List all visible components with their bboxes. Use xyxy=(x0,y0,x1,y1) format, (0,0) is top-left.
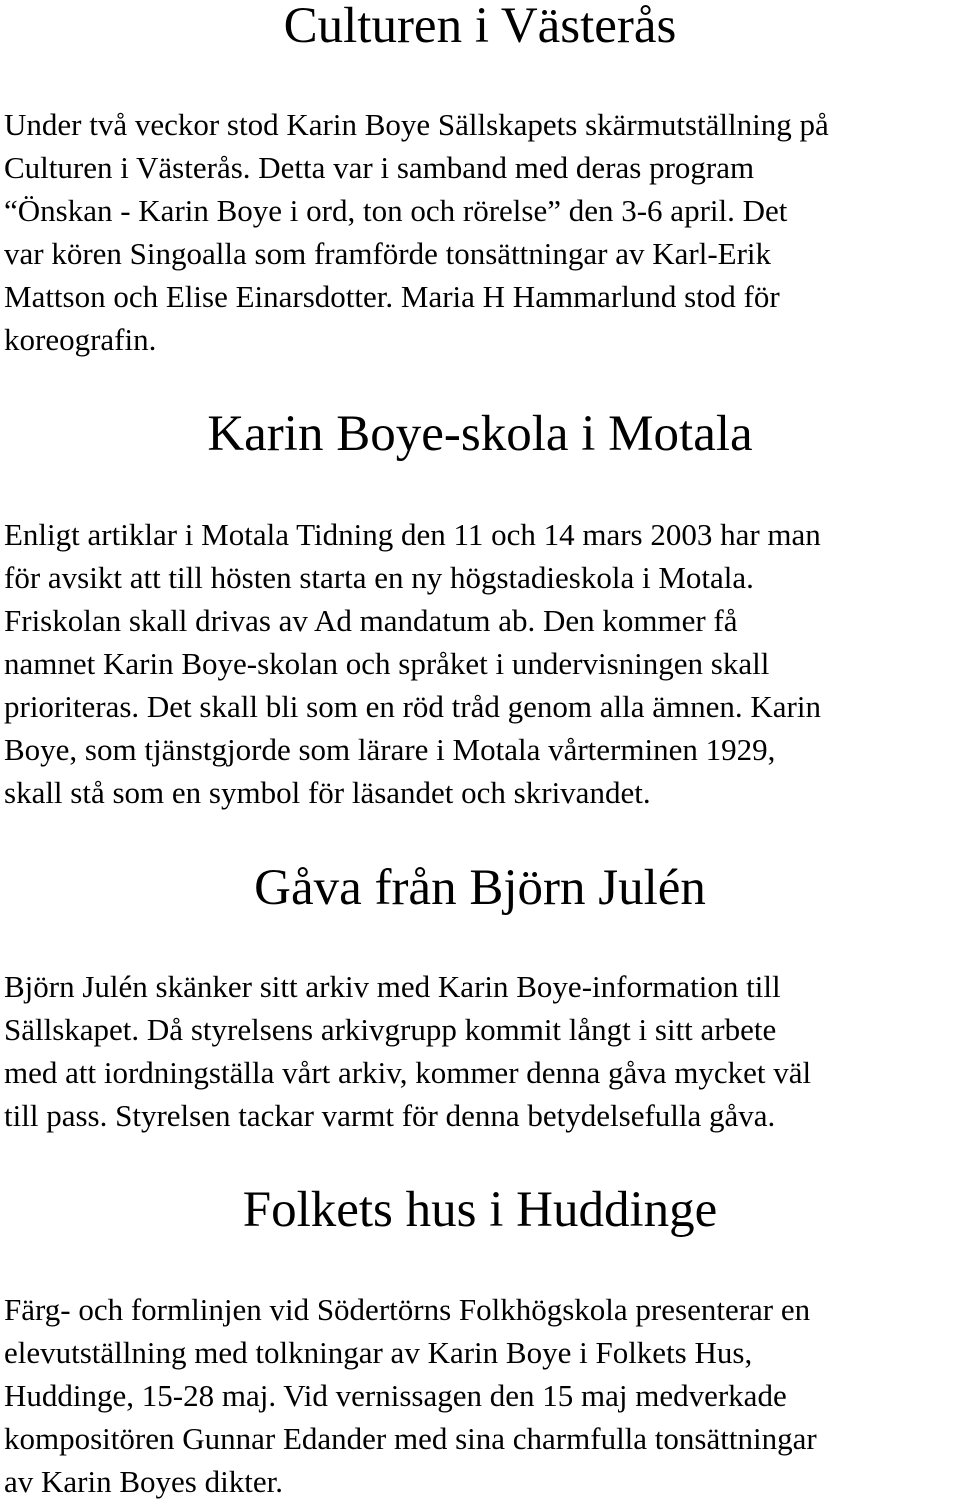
section-paragraph xyxy=(4,965,956,1137)
section-heading: Folkets hus i Huddinge xyxy=(242,1182,718,1238)
paragraph-line: Culturen i Västerås. Detta var i samband med deras program xyxy=(4,150,755,185)
paragraph-line: “Önskan - Karin Boye i ord, ton och rörelse” den 3-6 april. Det xyxy=(4,193,788,228)
paragraph-line: Sällskapet. Då styrelsens arkivgrupp kommit långt i sitt arbete xyxy=(4,1012,777,1047)
paragraph-line: namnet Karin Boye-skolan och språket i undervisningen skall xyxy=(4,646,770,681)
paragraph-line: med att iordningställa vårt arkiv, kommer denna gåva mycket väl xyxy=(4,1055,812,1090)
paragraph-line: elevutställning med tolkningar av Karin Boye i Folkets Hus, xyxy=(4,1335,753,1370)
paragraph-line: koreografin. xyxy=(4,322,157,357)
paragraph-line: Mattson och Elise Einarsdotter. Maria H Hammarlund stod för xyxy=(4,279,780,314)
paragraph-line: Huddinge, 15-28 maj. Vid vernissagen den 15 maj medverkade xyxy=(4,1378,787,1413)
paragraph-line: kompositören Gunnar Edander med sina charmfulla tonsättningar xyxy=(4,1421,817,1456)
section-paragraph xyxy=(4,103,956,361)
paragraph-line: Boye, som tjänstgjorde som lärare i Motala vårterminen 1929, xyxy=(4,732,776,767)
paragraph-line: prioriteras. Det skall bli som en röd tråd genom alla ämnen. Karin xyxy=(4,689,821,724)
section-paragraph xyxy=(4,1288,956,1503)
section-heading: Karin Boye-skola i Motala xyxy=(207,406,753,462)
paragraph-line: Enligt artiklar i Motala Tidning den 11 och 14 mars 2003 har man xyxy=(4,517,821,552)
paragraph-line: var kören Singoalla som framförde tonsättningar av Karl-Erik xyxy=(4,236,772,271)
paragraph-line: Friskolan skall drivas av Ad mandatum ab. Den kommer få xyxy=(4,603,738,638)
section-heading: Culturen i Västerås xyxy=(283,0,677,54)
paragraph-line: för avsikt att till hösten starta en ny högstadieskola i Motala. xyxy=(4,560,754,595)
paragraph-line: skall stå som en symbol för läsandet och skrivandet. xyxy=(4,775,651,810)
paragraph-line: av Karin Boyes dikter. xyxy=(4,1464,283,1499)
section-heading: Gåva från Björn Julén xyxy=(254,860,706,916)
paragraph-line: Färg- och formlinjen vid Södertörns Folkhögskola presenterar en xyxy=(4,1292,811,1327)
paragraph-line: Under två veckor stod Karin Boye Sällskapets skärmutställning på xyxy=(4,107,829,142)
section-paragraph xyxy=(4,513,956,814)
paragraph-line: till pass. Styrelsen tackar varmt för denna betydelsefulla gåva. xyxy=(4,1098,776,1133)
paragraph-line: Björn Julén skänker sitt arkiv med Karin Boye-information till xyxy=(4,969,781,1004)
